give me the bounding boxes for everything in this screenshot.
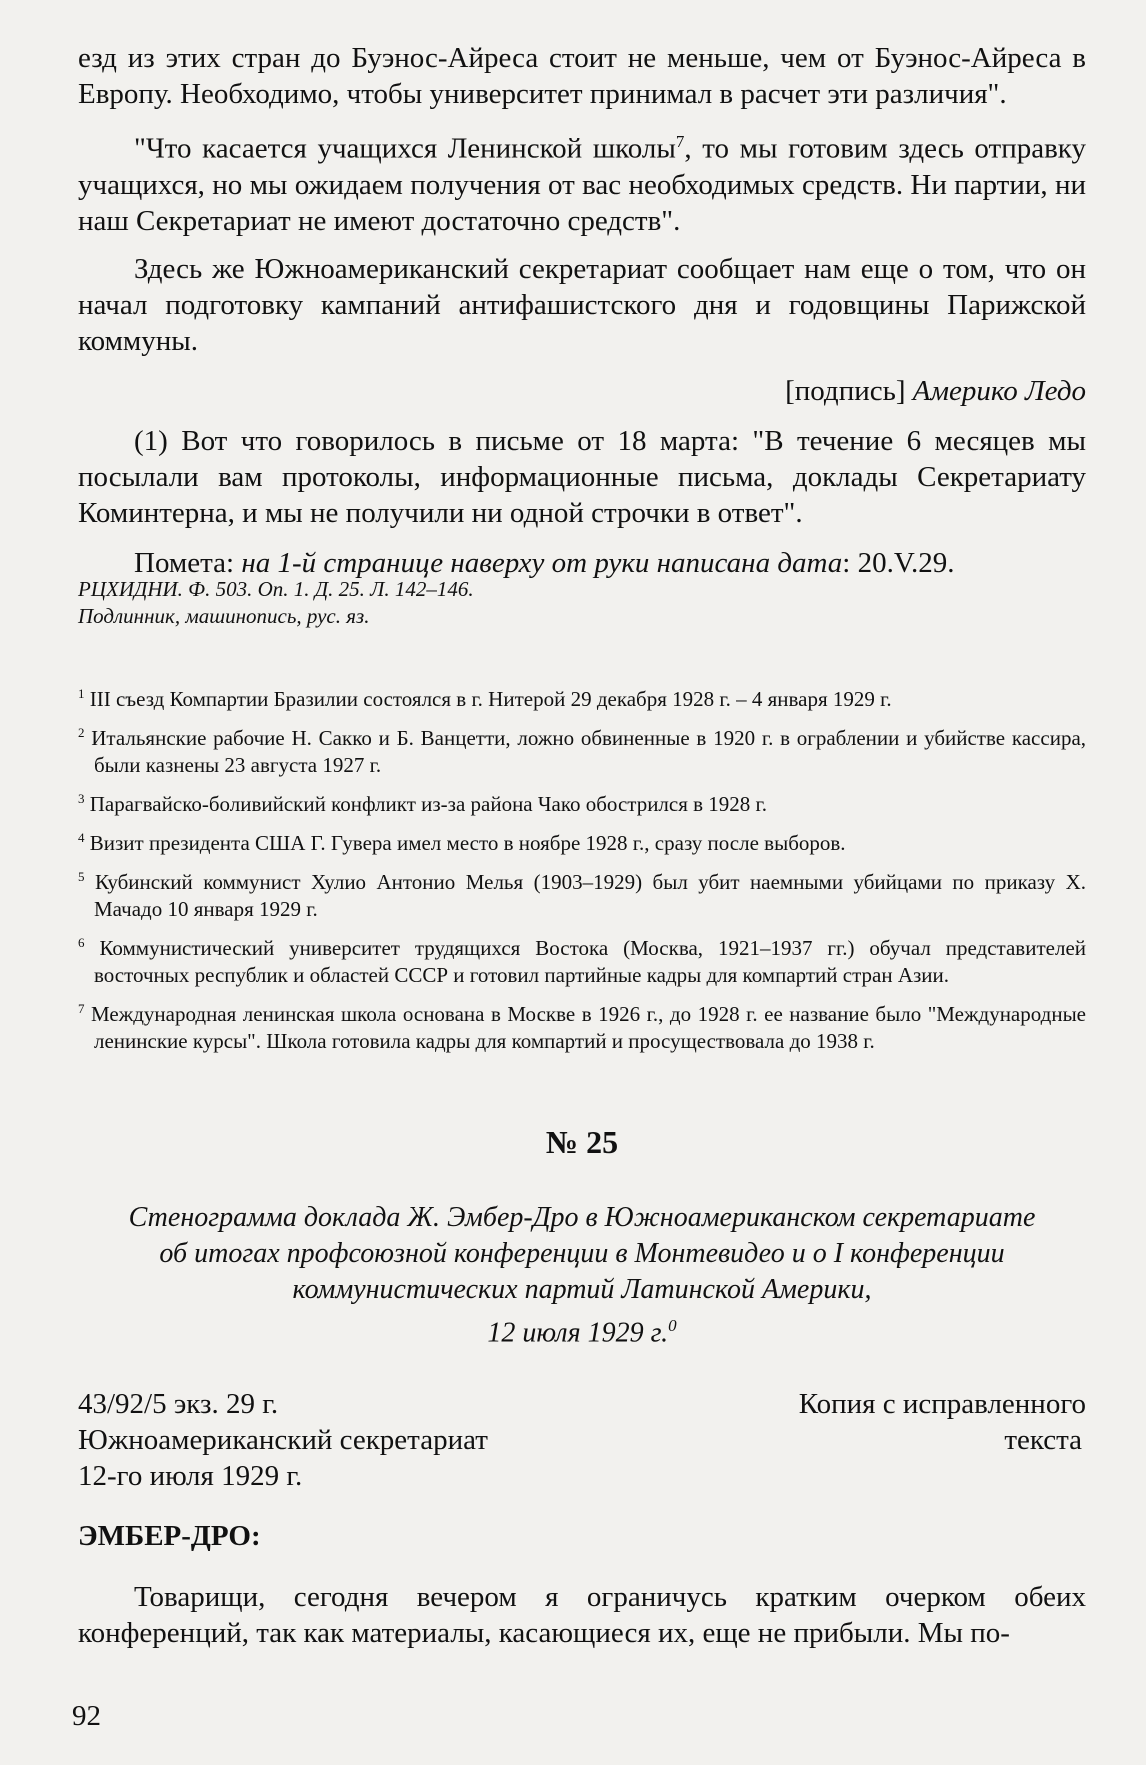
footnotes xyxy=(78,680,1086,1061)
meta-row: 12-го июля 1929 г. xyxy=(78,1460,303,1492)
footnote: $^7$ Международная ленинская школа основана в Москве в 1926 г., до 1928 г. ее название было "Международные ленинские курсы". Школа готовила кадры для компартий и просуществовала до 1938 г. xyxy=(78,1001,1086,1053)
annotation: Помета: на 1-й странице наверху от руки написана дата: 20.V.29. xyxy=(134,546,955,579)
title-line: коммунистических партий Латинской Америки, xyxy=(292,1274,872,1305)
footnote: $^1$ III съезд Компартии Бразилии состоялся в г. Нитерой 29 декабря 1928 г. – 4 января 1929 г. xyxy=(78,686,892,711)
title-line: Стенограмма доклада Ж. Эмбер-Дро в Южноамериканском секретариате xyxy=(128,1202,1036,1233)
footnote: $^2$ Итальянские рабочие Н. Сакко и Б. Ванцетти, ложно обвиненные в 1920 г. в ограблении и убийстве кассира, были казнены 23 августа 1927 г. xyxy=(78,725,1087,777)
footnote: $^5$ Кубинский коммунист Хулио Антонио Мелья (1903–1929) был убит наемными убийцами по приказу Х. Мачадо 10 января 1929 г. xyxy=(78,869,1087,921)
meta-row: 43/92/5 экз. 29 г. Копия с исправленного xyxy=(78,1388,1086,1420)
page-number: 92 xyxy=(72,1700,101,1732)
author-note: (1) Вот что говорилось в письме от 18 марта: "В течение 6 месяцев мы посылали вам протоколы, информационные письма, доклады Секретариату Коминтерна, и мы не получили ни одной строчки в ответ". xyxy=(78,424,1086,529)
meta-row: Южноамериканский секретариат текста xyxy=(78,1424,1082,1456)
paragraph: Товарищи, сегодня вечером я ограничусь кратким очерком обеих конференций, так как материалы, касающиеся их, еще не прибыли. Мы по- xyxy=(78,1581,1086,1649)
document-title xyxy=(78,1200,1086,1351)
document-header xyxy=(78,1124,1086,1161)
title-line: об итогах профсоюзной конференции в Монтевидео и о I конференции xyxy=(159,1238,1005,1269)
paragraph: "Что касается учащихся Ленинской школы$^7$, то мы готовим здесь отправку учащихся, но мы ожидаем получения от вас необходимых средств. Ни партии, ни наш Секретариат не имеют достаточно средств". xyxy=(78,132,1086,237)
footnote-ref: 7 xyxy=(675,132,685,151)
body-text-top xyxy=(78,40,1086,581)
signature: [подпись] Америко Ледо xyxy=(785,374,1086,407)
paragraph: езд из этих стран до Буэнос-Айреса стоит не меньше, чем от Буэнос-Айреса в Европу. Необходимо, чтобы университет принимал в расчет эти различия". xyxy=(78,42,1086,110)
speech xyxy=(78,1520,1086,1651)
speaker-name: ЭМБЕР-ДРО: xyxy=(78,1520,261,1552)
footnote: $^3$ Парагвайско-боливийский конфликт из-за района Чако обострился в 1928 г. xyxy=(78,791,768,816)
title-line: 12 июля 1929 г.$^0$ xyxy=(487,1316,677,1349)
archive-reference xyxy=(78,576,1086,630)
footnote: $^6$ Коммунистический университет трудящихся Востока (Москва, 1921–1937 гг.) обучал представителей восточных республик и областей СССР и готовил партийные кадры для компартий стран Азии. xyxy=(78,935,1087,987)
document-meta xyxy=(78,1386,1086,1494)
archive-ref: РЦХИДНИ. Ф. 503. Оп. 1. Д. 25. Л. 142–146. xyxy=(78,577,474,601)
document-number: № 25 xyxy=(545,1124,619,1160)
paragraph: Здесь же Южноамериканский секретариат сообщает нам еще о том, что он начал подготовку кампаний антифашистского дня и годовщины Парижской коммуны. xyxy=(78,252,1086,357)
archive-type: Подлинник, машинопись, рус. яз. xyxy=(78,604,370,628)
footnote: $^4$ Визит президента США Г. Гувера имел место в ноябре 1928 г., сразу после выборов. xyxy=(78,830,846,855)
